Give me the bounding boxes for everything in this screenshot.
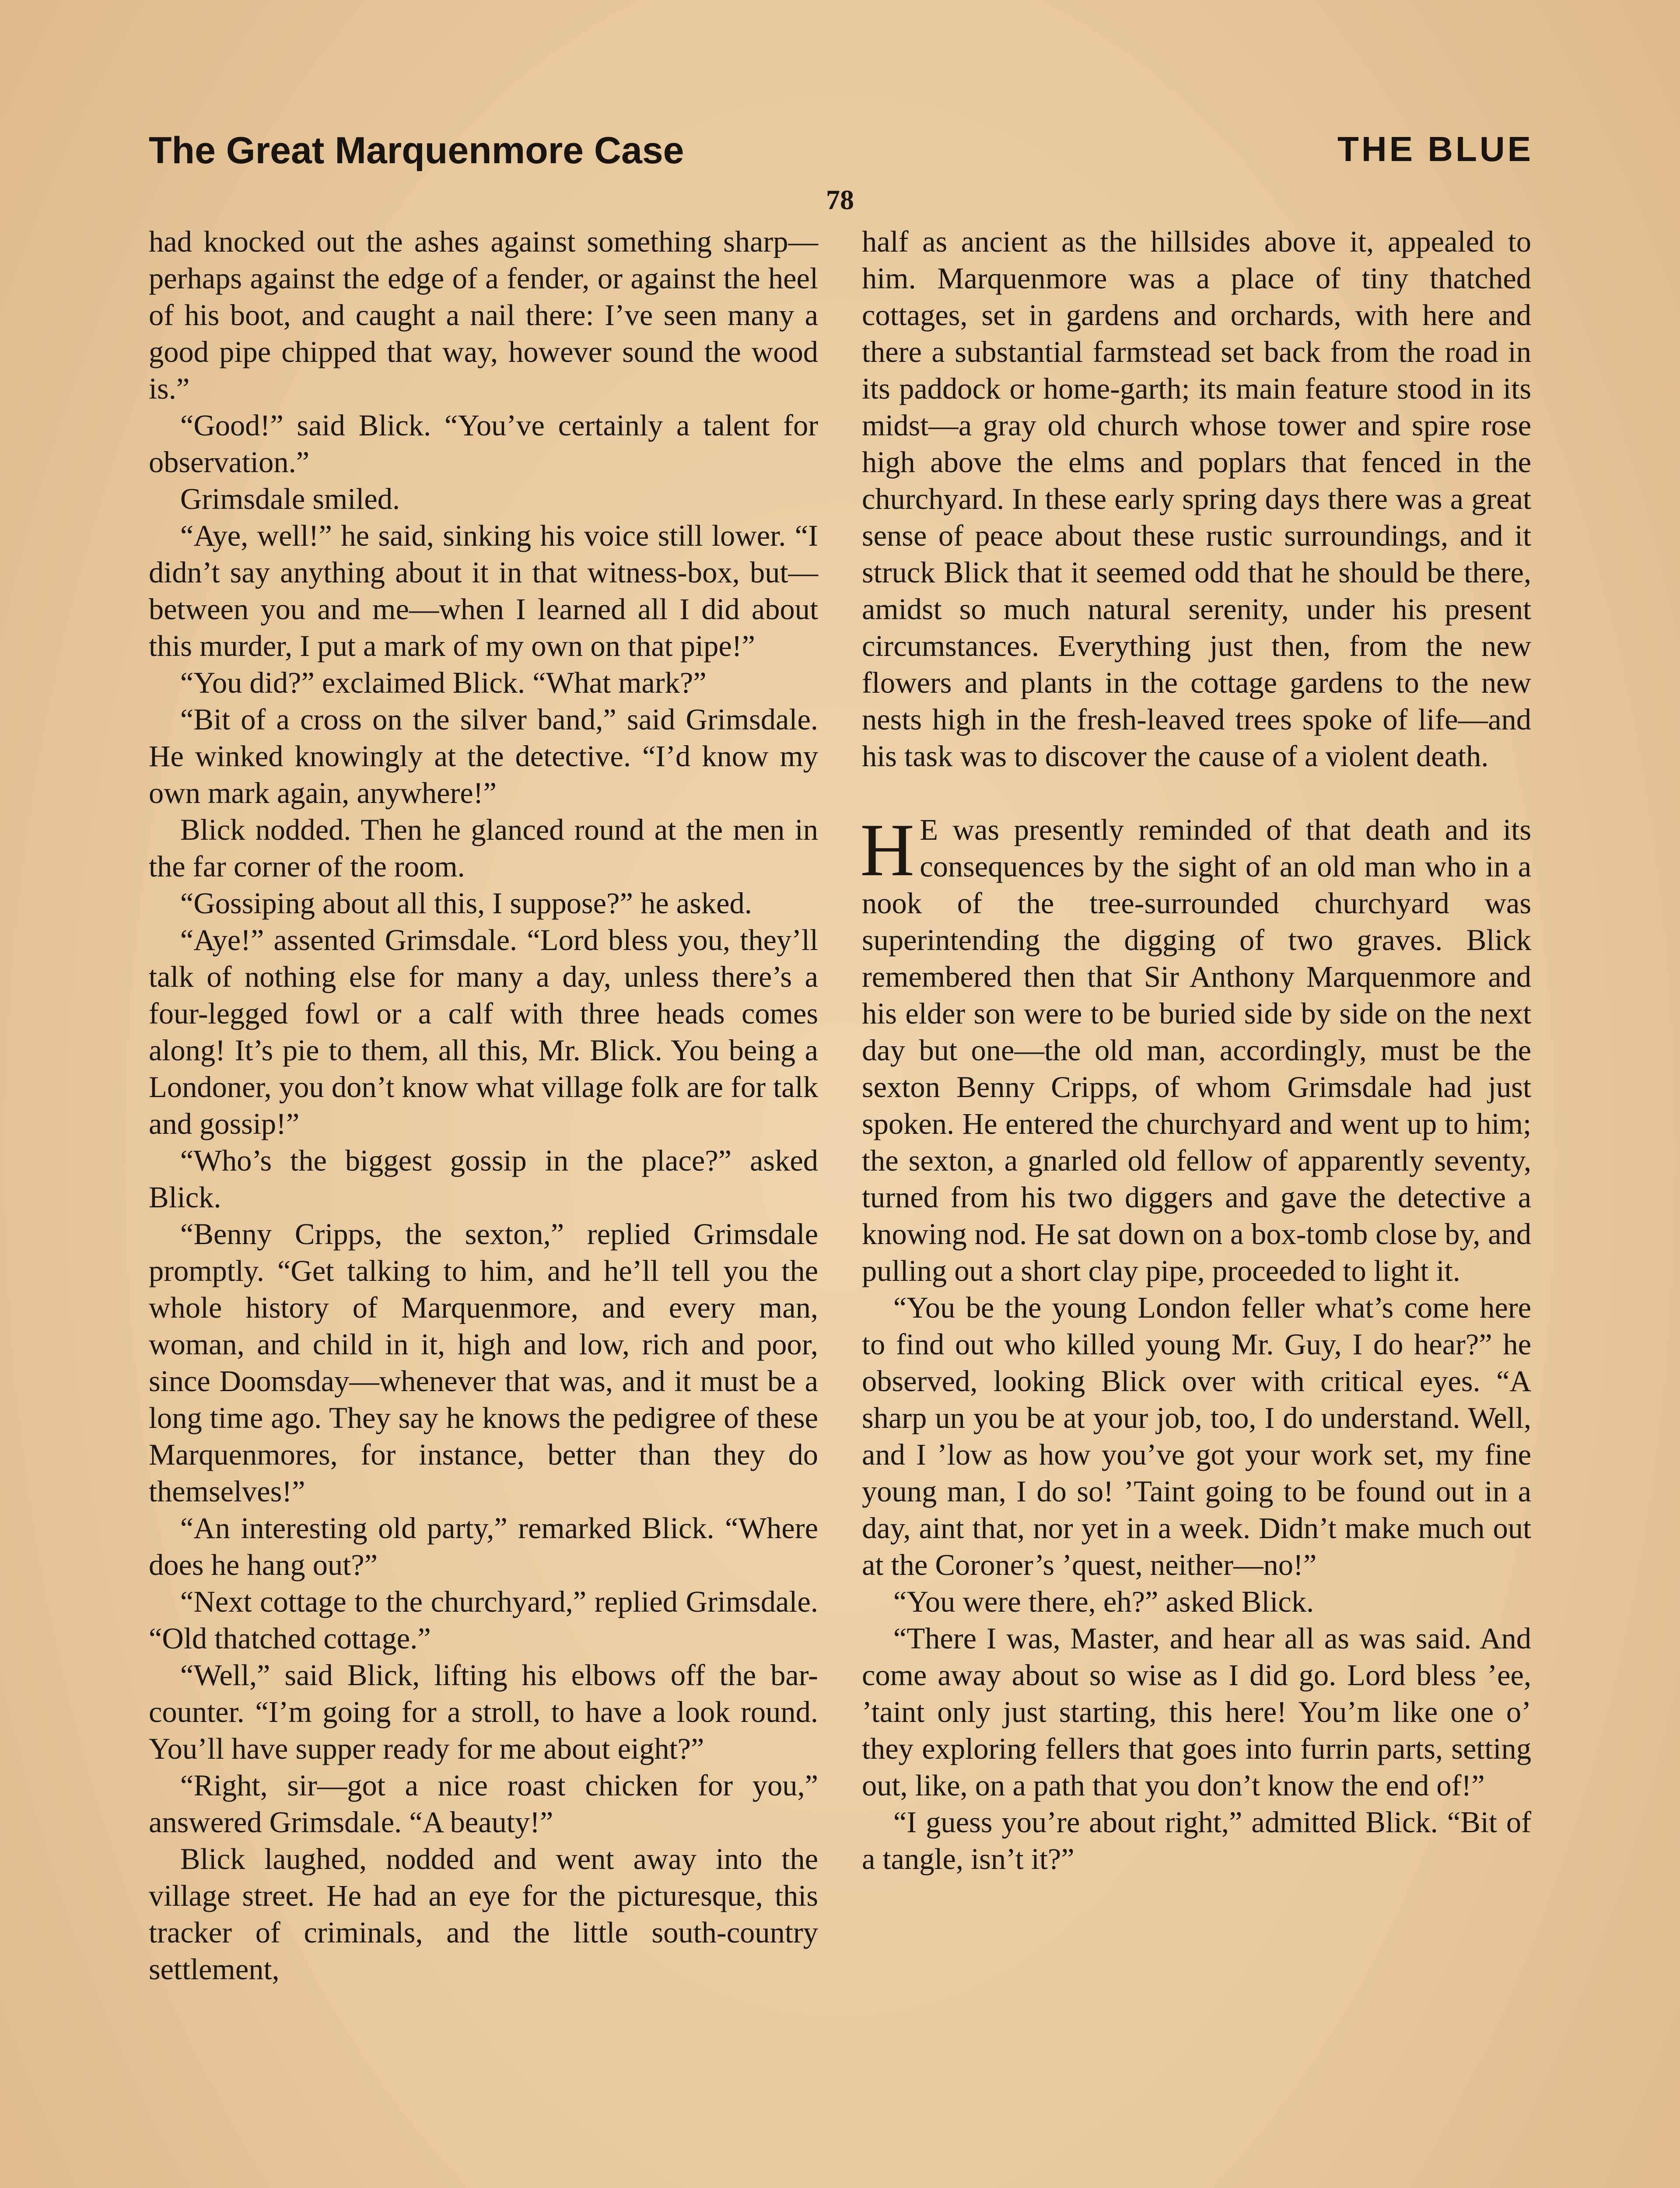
paragraph: “There I was, Master, and hear all as was said. And come away about so wise as I did go. Lord bless ’ee, ’taint only just starting, this here! You’m like one o’ they exploring fellers that goes into furrin parts, setting out, like, on a path that you don’t know the end of!” [862,1622,1531,1802]
paragraph: “Next cottage to the churchyard,” replied Grimsdale. “Old thatched cottage.” [149,1585,818,1655]
page-number: 78 [826,184,854,215]
left-column [149,223,818,1988]
paragraph: Grimsdale smiled. [180,482,400,515]
paragraph: had knocked out the ashes against something sharp—perhaps against the edge of a fender, or against the heel of his boot, and caught a nail there: I’ve seen many a good pipe chipped that way, however sound the wood is.” [149,225,818,405]
paragraph: “Benny Cripps, the sexton,” replied Grimsdale promptly. “Get talking to him, and he’ll tell you the whole history of Marquenmore, and every man, woman, and child in it, high and low, rich and poor, since Doomsday—whenever that was, and it must be a long time ago. They say he knows the pedigree of these Marquenmores, for instance, better than they do themselves!” [149,1217,818,1508]
right-column-top [862,223,1531,775]
magazine-section: THE BLUE [1337,130,1533,168]
paragraph: “Good!” said Blick. “You’ve certainly a talent for observation.” [149,409,818,479]
paragraph: “Bit of a cross on the silver band,” said Grimsdale. He winked knowingly at the detective. “I’d know my own mark again, anywhere!” [149,703,818,810]
right-column-bottom [862,1289,1531,1877]
drop-cap-paragraph-text: E was presently reminded of that death and its consequences by the sight of an old man who in a nook of the tree-surrounded churchyard was superintending the digging of two graves. Blick remembered then that Sir Anthony Marquenmore and his elder son were to be buried side by side on the next day but one—the old man, accordingly, must be the sexton Benny Cripps, of whom Grimsdale had just spoken. He entered the churchyard and went up to him; the sexton, a gnarled old fellow of apparently seventy, turned from his two diggers and gave the detective a knowing nod. He sat down on a box-tomb close by, and pulling out a short clay pipe, proceeded to light it. [862,813,1531,1287]
paragraph: “Right, sir—got a nice roast chicken for you,” answered Grimsdale. “A beauty!” [149,1769,818,1839]
paragraph: half as ancient as the hillsides above it, appealed to him. Marquenmore was a place of tiny thatched cottages, set in gardens and orchards, with here and there a substantial farmstead set back from the road in its paddock or home-garth; its main feature stood in its midst—a gray old church whose tower and spire rose high above the elms and poplars that fenced in the churchyard. In these early spring days there was a great sense of peace about these rustic surroundings, and it struck Blick that it seemed odd that he should be there, amidst so much natural serenity, under his present circumstances. Everything just then, from the new flowers and plants in the cottage gardens to the new nests high in the fresh-leaved trees spoke of life—and his task was to discover the cause of a violent death. [862,225,1531,773]
paragraph: “Who’s the biggest gossip in the place?” asked Blick. [149,1144,818,1214]
right-column [862,223,1531,1877]
section-break [862,775,1531,811]
paragraph: “Aye!” assented Grimsdale. “Lord bless you, they’ll talk of nothing else for many a day, unless there’s a four-legged fowl or a calf with three heads comes along! It’s pie to them, all this, Mr. Blick. You being a Londoner, you don’t know what village folk are for talk and gossip!” [149,923,818,1140]
paragraph: “Gossiping about all this, I suppose?” he asked. [180,887,752,920]
paragraph: “You were there, eh?” asked Blick. [893,1585,1314,1618]
paragraph: Blick laughed, nodded and went away into the village street. He had an eye for the picturesque, this tracker of criminals, and the little south-country settlement, [149,1842,818,1986]
paragraph: “An interesting old party,” remarked Blick. “Where does he hang out?” [149,1511,818,1581]
paragraph: Blick nodded. Then he glanced round at the men in the far corner of the room. [149,813,818,883]
paragraph: “You did?” exclaimed Blick. “What mark?” [180,666,707,699]
paragraph: “Aye, well!” he said, sinking his voice still lower. “I didn’t say anything about it in that witness-box, but—between you and me—when I learned all I did about this murder, I put a mark of my own on that pipe!” [149,519,818,663]
paragraph: “I guess you’re about right,” admitted Blick. “Bit of a tangle, isn’t it?” [862,1806,1531,1876]
paragraph: “You be the young London feller what’s come here to find out who killed young Mr. Guy, I do hear?” he observed, looking Blick over with critical eyes. “A sharp un you be at your job, too, I do understand. Well, and I ’low as how you’ve got your work set, my fine young man, I do so! ’Taint going to be found out in a day, aint that, nor yet in a week. Didn’t make much out at the Coroner’s ’quest, neither—no!” [862,1291,1531,1581]
paragraph: “Well,” said Blick, lifting his elbows off the bar-counter. “I’m going for a stroll, to have a look round. You’ll have supper ready for me about eight?” [149,1659,818,1765]
drop-cap-paragraph [862,811,1531,1289]
drop-cap: H [860,809,915,892]
story-title: The Great Marquenmore Case [149,130,684,172]
